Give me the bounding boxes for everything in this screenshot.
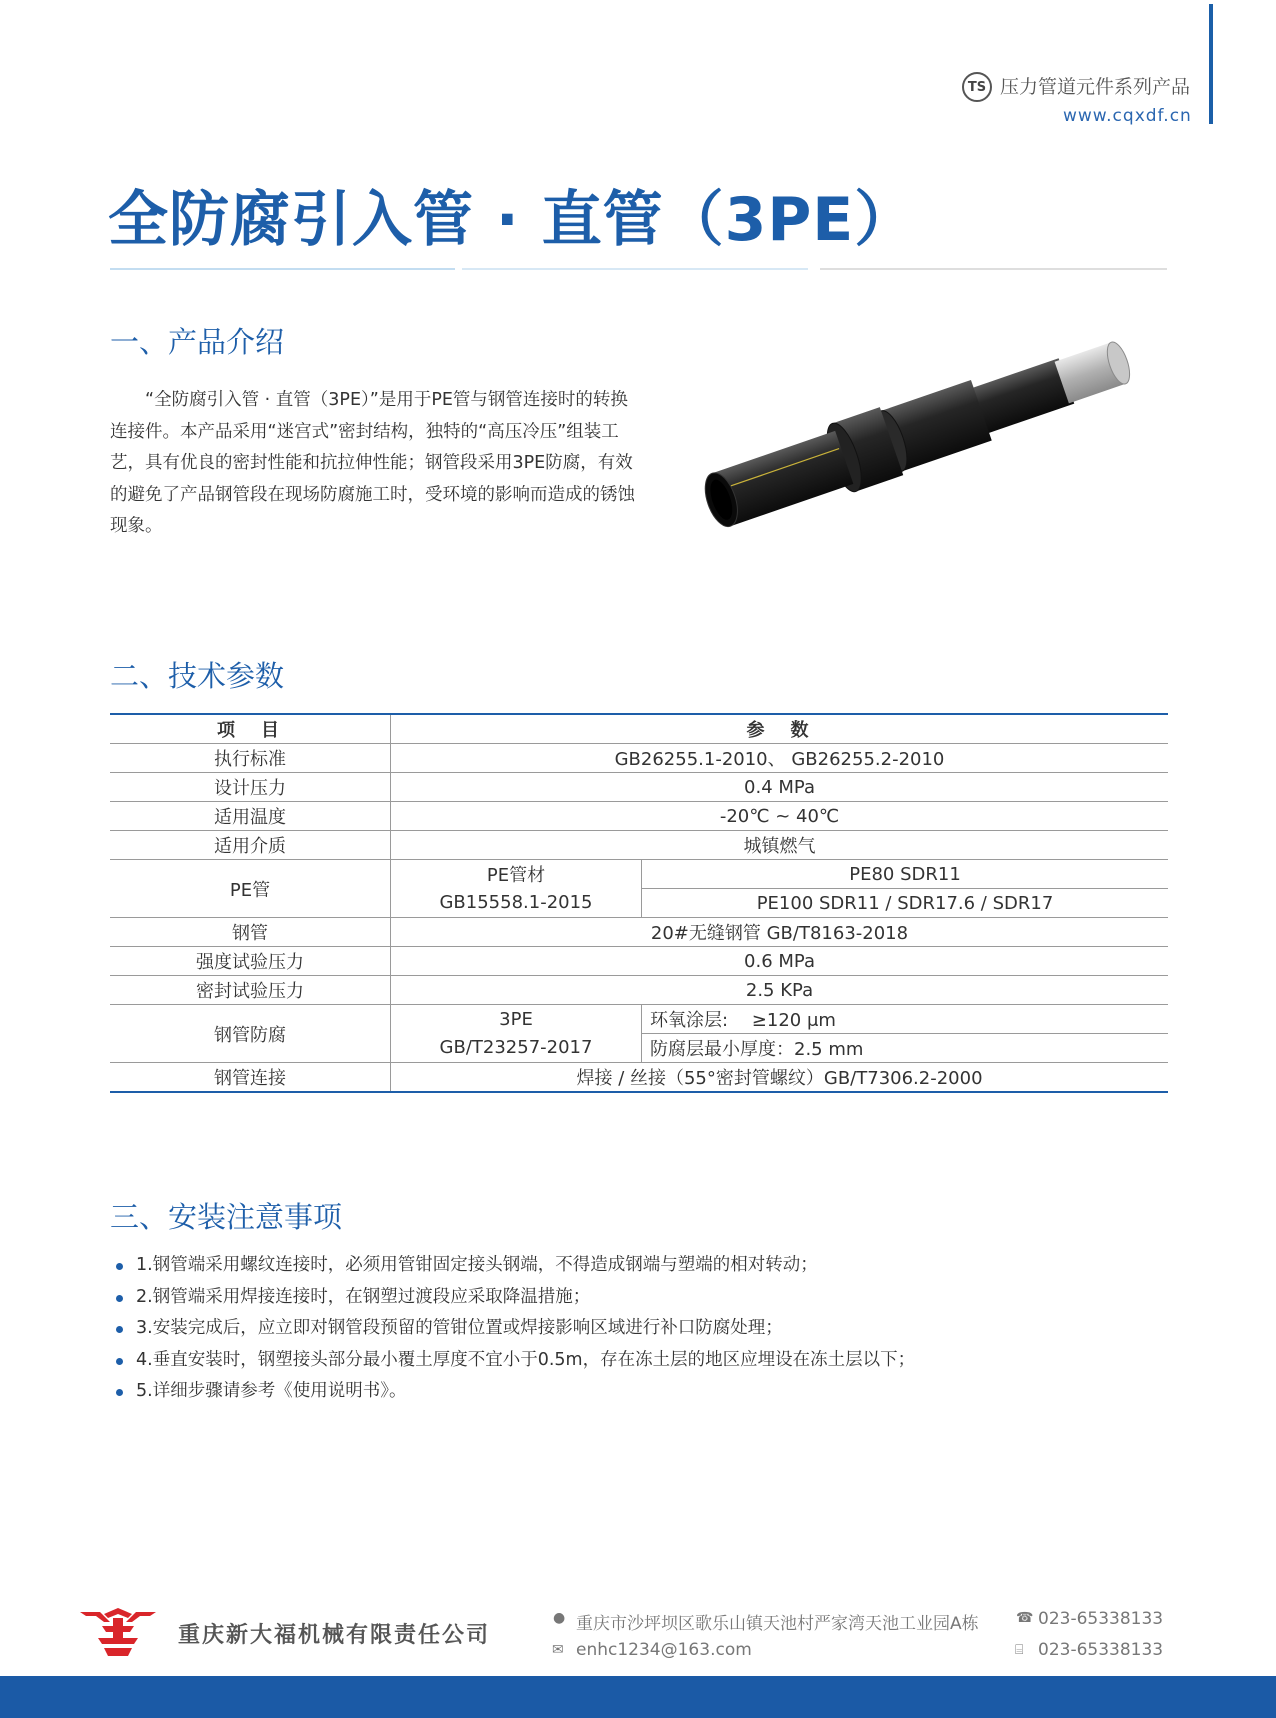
table-cell: 钢管防腐 [110,1005,391,1063]
table-cell: 焊接 / 丝接（55°密封管螺纹）GB/T7306.2-2000 [391,1063,1169,1093]
table-cell: 适用温度 [110,802,391,831]
list-item: 1.钢管端采用螺纹连接时，必须用管钳固定接头钢端，不得造成钢端与塑端的相对转动； [112,1250,915,1282]
spec-table [110,713,1168,1093]
table-row [110,802,1168,831]
table-row [110,860,1168,889]
table-cell: 城镇燃气 [391,831,1169,860]
footer-bar [0,1676,1276,1718]
page-title: 全防腐引入管 · 直管（3PE） [108,185,916,255]
table-cell: GB/T23257-2017 [391,1034,642,1063]
table-cell: 钢管连接 [110,1063,391,1093]
table-cell: PE管材 [391,860,642,889]
section-heading-specs: 二、技术参数 [110,659,285,693]
table-cell: 0.4 MPa [391,773,1169,802]
company-address: 重庆市沙坪坝区歌乐山镇天池村严家湾天池工业园A栋 [576,1614,979,1634]
table-cell: 设计压力 [110,773,391,802]
product-series-label: 压力管道元件系列产品 [1000,76,1191,98]
table-cell: PE80 SDR11 [642,860,1169,889]
table-cell: PE管 [110,860,391,918]
table-row [110,744,1168,773]
list-item: 5.详细步骤请参考《使用说明书》。 [112,1376,915,1408]
table-cell: GB15558.1-2015 [391,889,642,918]
table-cell: 20#无缝钢管 GB/T8163-2018 [391,918,1169,947]
table-cell: -20℃ ~ 40℃ [391,802,1169,831]
table-cell: 密封试验压力 [110,976,391,1005]
table-cell: 适用介质 [110,831,391,860]
install-notes-list [112,1250,915,1408]
table-row [110,947,1168,976]
list-item: 4.垂直安装时，钢塑接头部分最小覆土厚度不宜小于0.5m，存在冻土层的地区应埋设在冻土层以下； [112,1345,915,1377]
table-row [110,831,1168,860]
phone-icon: ☎ [1016,1610,1034,1626]
company-fax: 023-65338133 [1038,1640,1164,1660]
website-link[interactable]: www.cqxdf.cn [1063,106,1192,126]
table-cell: PE100 SDR11 / SDR17.6 / SDR17 [642,889,1169,918]
intro-paragraph: “全防腐引入管 · 直管（3PE）”是用于PE管与钢管连接时的转换连接件。本产品采用“迷宫式”密封结构，独特的“高压冷压”组装工艺，具有优良的密封性能和抗拉伸性能；钢管段采用3PE防腐，有效的避免了产品钢管段在现场防腐施工时，受环境的影响而造成的锈蚀现象。 [110,390,635,536]
title-divider [820,268,1167,270]
list-item: 2.钢管端采用焊接连接时，在钢塑过渡段应采取降温措施； [112,1282,915,1314]
table-header-row [110,714,1168,744]
table-cell: 3PE [391,1005,642,1034]
table-row [110,1005,1168,1034]
mail-icon: ✉ [552,1642,564,1658]
company-logo-icon [80,1608,156,1656]
company-email[interactable]: enhc1234@163.com [576,1640,752,1660]
table-cell: 0.6 MPa [391,947,1169,976]
table-cell: 环氧涂层: ≥120 μm [642,1005,1169,1034]
location-pin-icon: ● [553,1610,566,1626]
fax-icon: ⌸ [1015,1642,1024,1658]
table-header: 项 目 [110,714,391,744]
section-heading-install: 三、安装注意事项 [110,1200,343,1234]
pipe-product-image [690,330,1170,530]
table-cell: GB26255.1-2010、 GB26255.2-2010 [391,744,1169,773]
table-cell: 强度试验压力 [110,947,391,976]
section-heading-intro: 一、产品介绍 [110,325,285,359]
table-row [110,773,1168,802]
company-phone: 023-65338133 [1038,1609,1164,1629]
table-cell: 防腐层最小厚度：2.5 mm [642,1034,1169,1063]
company-name: 重庆新大福机械有限责任公司 [178,1623,491,1648]
header-accent-bar [1209,4,1213,124]
title-divider [462,268,808,270]
table-header: 参 数 [391,714,1169,744]
table-row [110,918,1168,947]
table-row [110,1063,1168,1093]
table-cell: 2.5 KPa [391,976,1169,1005]
ts-certification-icon: TS [962,72,992,102]
table-cell: 执行标准 [110,744,391,773]
title-divider [110,268,455,270]
table-row [110,976,1168,1005]
table-cell: 钢管 [110,918,391,947]
list-item: 3.安装完成后，应立即对钢管段预留的管钳位置或焊接影响区域进行补口防腐处理； [112,1313,915,1345]
